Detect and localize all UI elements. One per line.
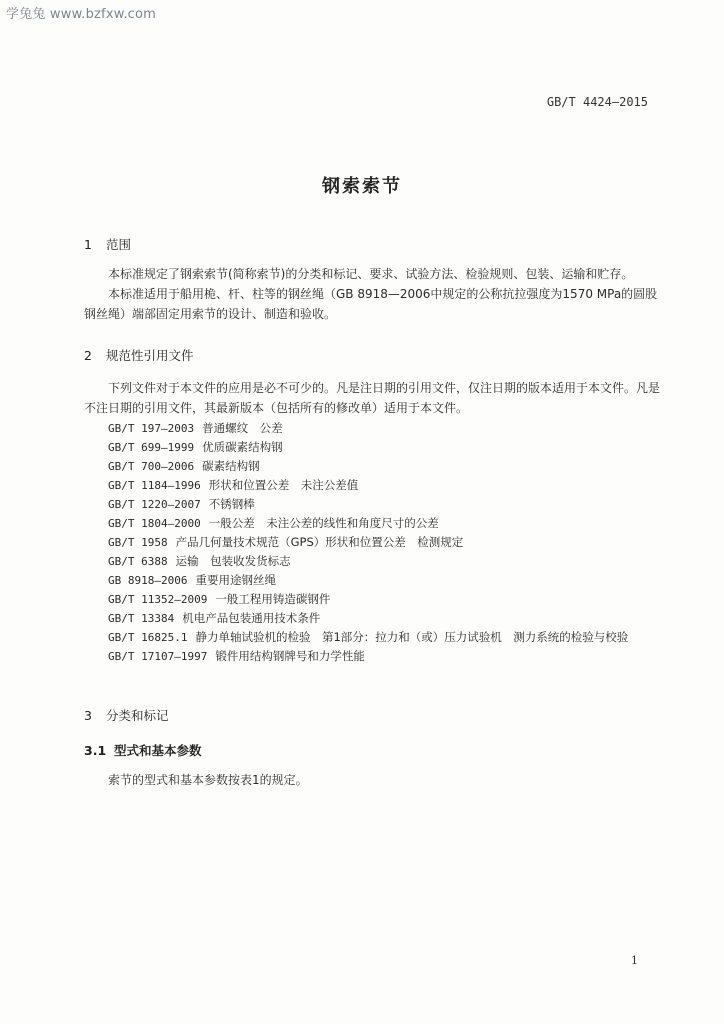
section-1-heading <box>84 235 131 253</box>
reference-title: 碳素结构钢 <box>202 459 260 473</box>
reference-code: GB/T 1958 <box>108 536 168 549</box>
subsection-3-1-heading <box>84 741 202 759</box>
reference-code: GB/T 6388 <box>108 555 168 568</box>
reference-title: 不锈钢棒 <box>208 497 255 511</box>
section-title: 范围 <box>106 237 132 252</box>
reference-code: GB/T 1804—2000 <box>108 517 201 530</box>
page-number: 1 <box>631 954 638 967</box>
reference-title: 重要用途钢丝绳 <box>195 573 276 587</box>
section-number: 1 <box>84 237 92 252</box>
reference-title: 普通螺纹 公差 <box>202 421 283 435</box>
reference-code: GB/T 16825.1 <box>108 631 188 644</box>
section-title: 规范性引用文件 <box>106 348 194 363</box>
section-2-heading <box>84 346 194 364</box>
subsection-number: 3.1 <box>84 743 107 758</box>
reference-title: 一般工程用铸造碳钢件 <box>215 592 331 606</box>
reference-title: 静力单轴试验机的检验 第1部分：拉力和（或）压力试验机 测力系统的检验与校验 <box>195 630 629 644</box>
reference-code: GB/T 699—1999 <box>108 441 195 454</box>
document-title: 钢索索节 <box>322 176 402 197</box>
watermark: 学兔兔 www.bzfxw.com <box>6 7 157 22</box>
subsection-3-1-paragraph: 索节的型式和基本参数按表1的规定。 <box>108 773 308 787</box>
reference-item <box>84 571 660 590</box>
reference-title: 运输 包装收发货标志 <box>175 554 291 568</box>
reference-item <box>84 419 660 438</box>
reference-item <box>84 590 660 609</box>
standard-code: GB/T 4424—2015 <box>546 95 648 109</box>
reference-code: GB 8918—2006 <box>108 574 188 587</box>
section-3-heading <box>84 706 169 724</box>
reference-item <box>84 647 660 666</box>
reference-code: GB/T 17107—1997 <box>108 650 208 663</box>
reference-item <box>84 609 660 628</box>
section-number: 3 <box>84 708 92 723</box>
reference-title: 机电产品包装通用技术条件 <box>182 611 321 625</box>
reference-code: GB/T 700—2006 <box>108 460 195 473</box>
reference-item <box>84 438 660 457</box>
section-2-intro: 下列文件对于本文件的应用是必不可少的。凡是注日期的引用文件，仅注日期的版本适用于本文件。凡是不注日期的引用文件，其最新版本（包括所有的修改单）适用于本文件。 <box>84 381 661 415</box>
reference-item <box>84 514 660 533</box>
reference-item <box>84 457 660 476</box>
reference-code: GB/T 1184—1996 <box>108 479 201 492</box>
reference-item <box>84 476 660 495</box>
section-title: 分类和标记 <box>106 708 169 723</box>
reference-title: 一般公差 未注公差的线性和角度尺寸的公差 <box>208 516 439 530</box>
subsection-title: 型式和基本参数 <box>114 743 202 758</box>
reference-item <box>84 628 660 647</box>
reference-item <box>84 533 660 552</box>
reference-title: 形状和位置公差 未注公差值 <box>208 478 359 492</box>
reference-code: GB/T 13384 <box>108 612 175 625</box>
reference-list <box>84 419 660 666</box>
reference-code: GB/T 11352—2009 <box>108 593 208 606</box>
section-number: 2 <box>84 348 92 363</box>
reference-item <box>84 495 660 514</box>
reference-title: 产品几何量技术规范（GPS）形状和位置公差 检测规定 <box>175 535 464 549</box>
reference-title: 锻件用结构钢牌号和力学性能 <box>215 649 365 663</box>
section-1-paragraph-1: 本标准规定了钢索索节(简称索节)的分类和标记、要求、试验方法、检验规则、包装、运输和贮存。 <box>108 267 634 281</box>
section-1-paragraph-2: 本标准适用于船用桅、杆、柱等的钢丝绳（GB 8918—2006中规定的公称抗拉强度为1570 MPa的圆股钢丝绳）端部固定用索节的设计、制造和验收。 <box>84 287 658 321</box>
reference-code: GB/T 1220—2007 <box>108 498 201 511</box>
reference-code: GB/T 197—2003 <box>108 422 195 435</box>
reference-item <box>84 552 660 571</box>
reference-title: 优质碳素结构钢 <box>202 440 283 454</box>
